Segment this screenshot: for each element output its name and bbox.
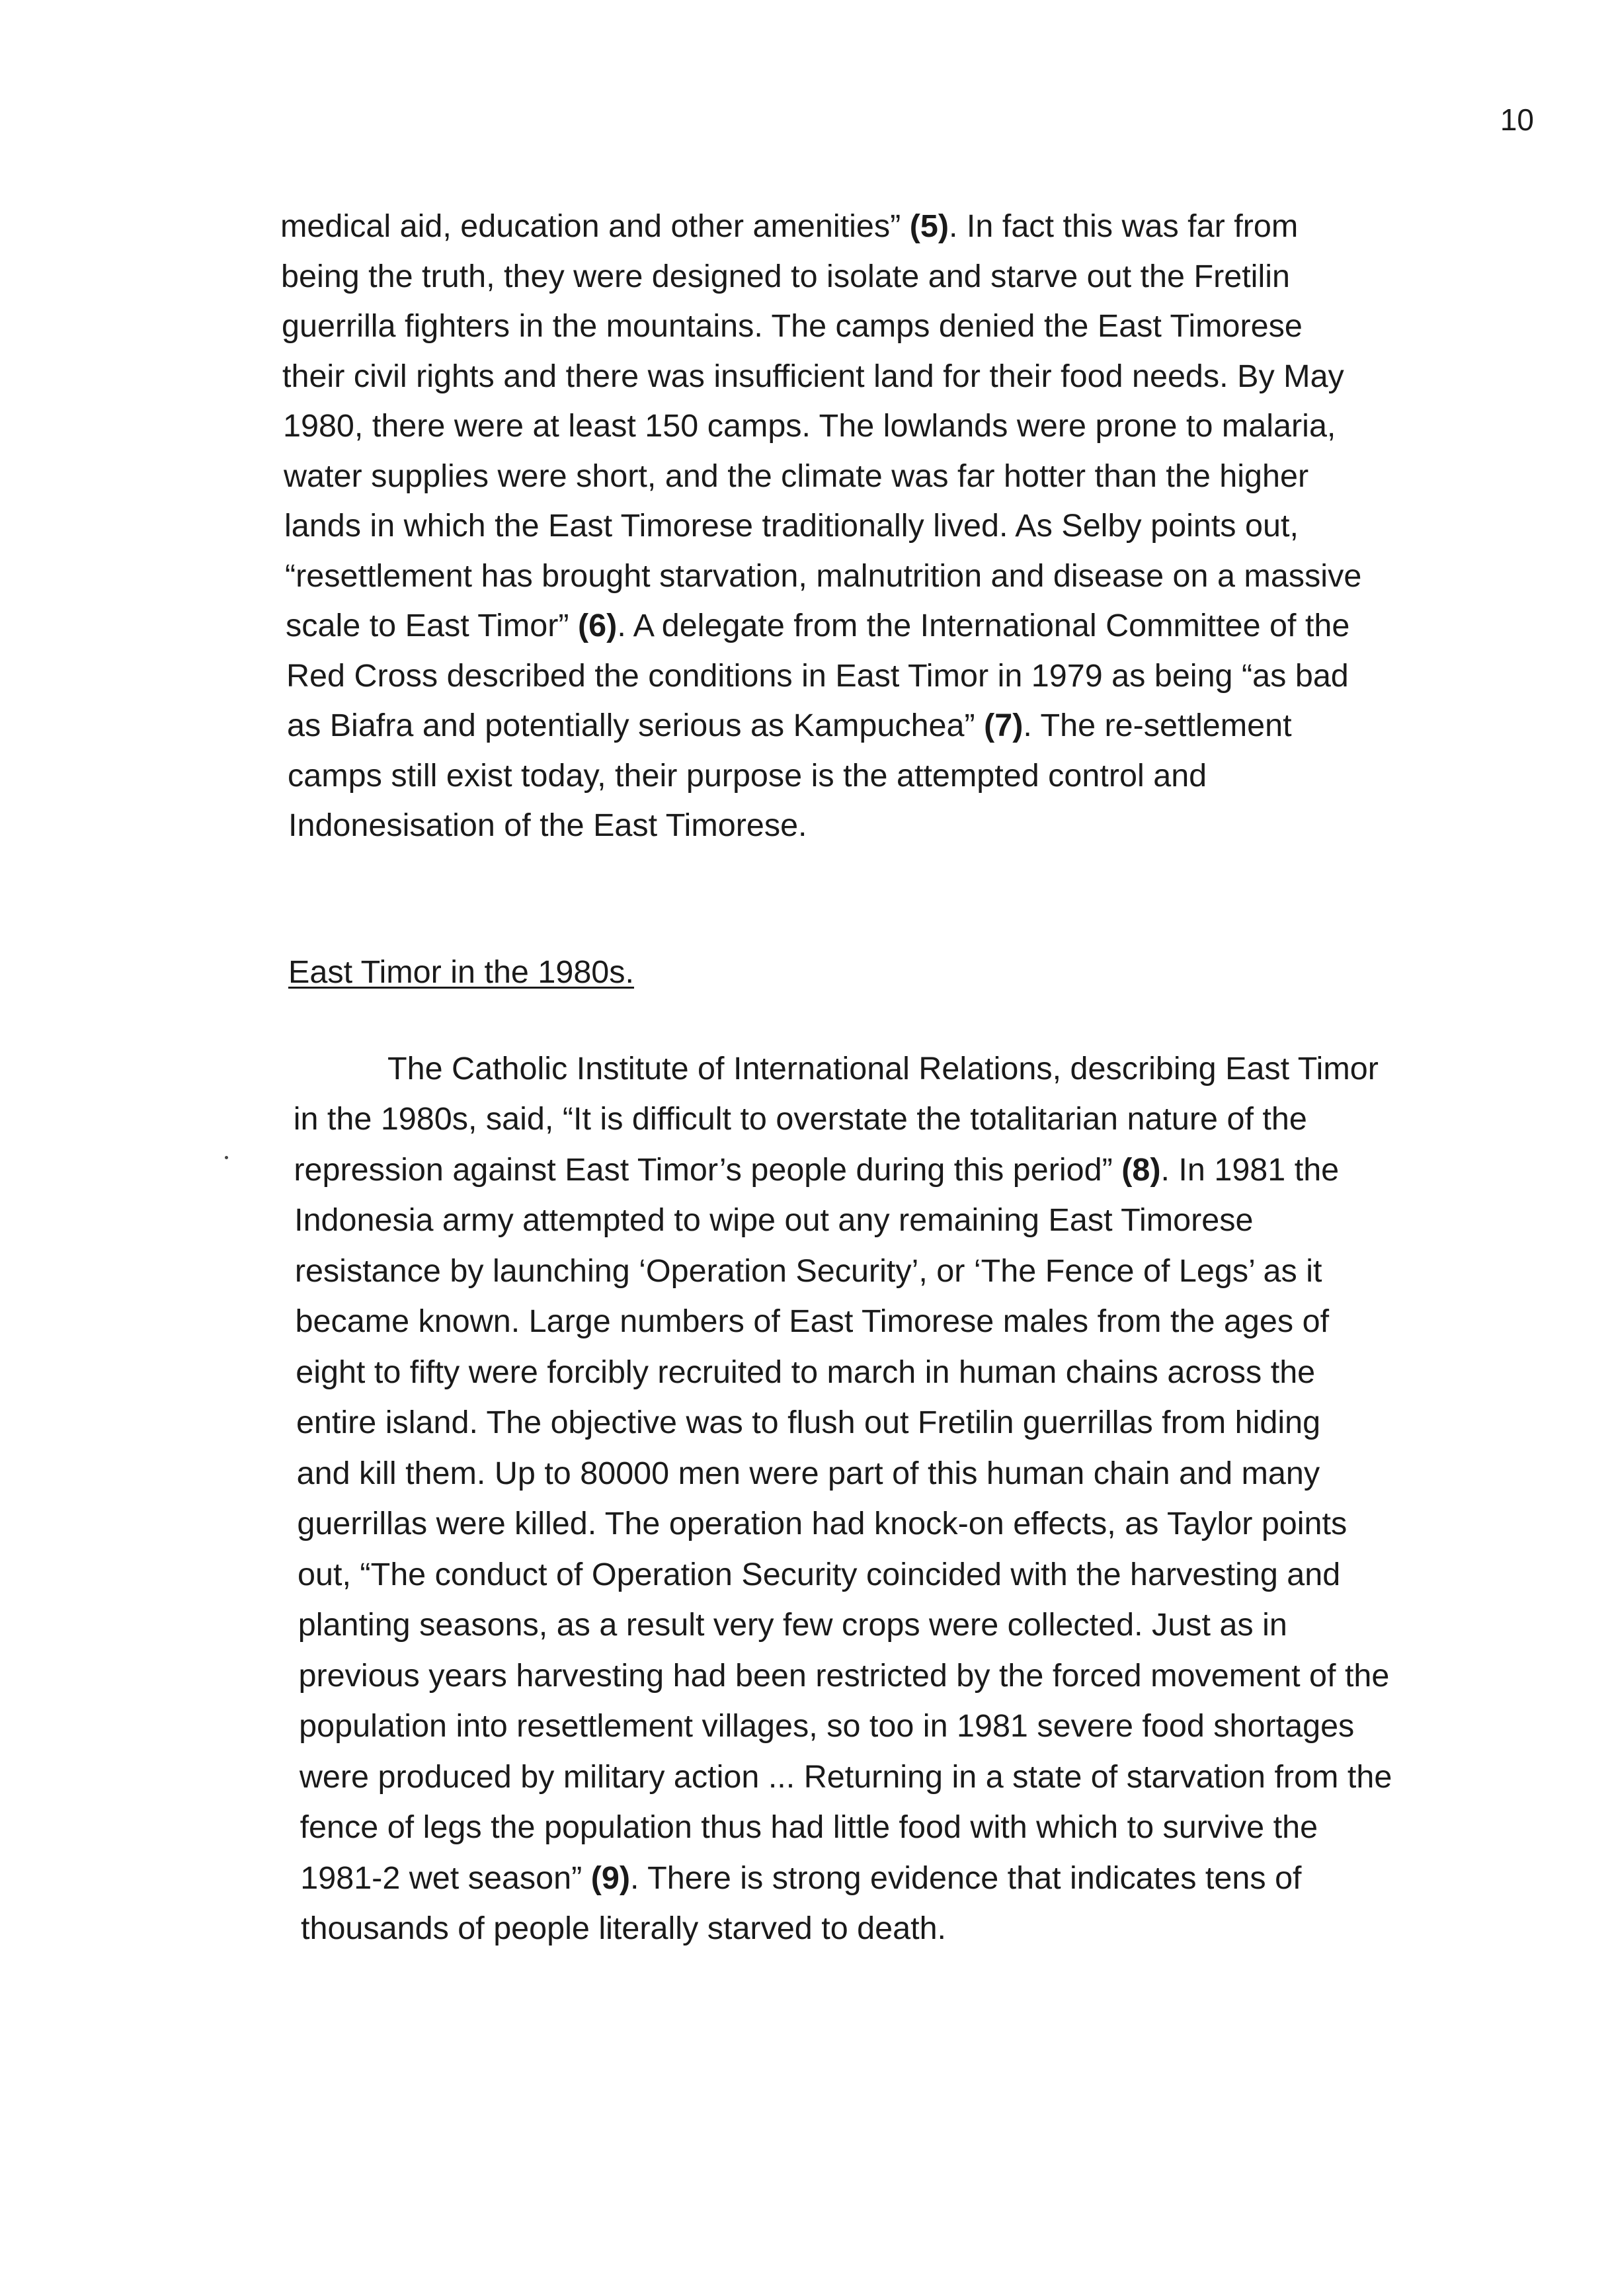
text-line xyxy=(299,1758,1392,1795)
line-text: lands in which the East Timorese traditionally lived. As Selby points out, xyxy=(284,508,1299,544)
text-line xyxy=(282,360,1344,393)
text-line xyxy=(285,557,1362,594)
line-text: The Catholic Institute of International Relations, describing East Timor xyxy=(387,1051,1379,1086)
citation: (7) xyxy=(984,708,1024,743)
line-text: 1980, there were at least 150 camps. The lowlands were prone to malaria, xyxy=(283,408,1336,444)
line-text: planting seasons, as a result very few crops were collected. Just as in xyxy=(298,1607,1287,1643)
line-text: camps still exist today, their purpose is the attempted control and xyxy=(288,757,1207,794)
line-text: previous years harvesting had been restricted by the forced movement of the xyxy=(298,1657,1390,1694)
line-text: entire island. The objective was to flush out Fretilin guerrillas from hiding xyxy=(296,1405,1321,1441)
text-line xyxy=(284,460,1308,493)
text-line xyxy=(297,1508,1347,1540)
line-text: Red Cross described the conditions in East Timor in 1979 as being “as bad xyxy=(286,657,1349,694)
line-text: 1981-2 wet season” xyxy=(300,1860,591,1896)
line-text: in the 1980s, said, “It is difficult to overstate the totalitarian nature of the xyxy=(293,1101,1307,1137)
line-text: medical aid, education and other amenities” xyxy=(280,208,910,244)
line-text: Indonesia army attempted to wipe out any remaining East Timorese xyxy=(294,1202,1254,1239)
text-line xyxy=(296,1407,1320,1439)
text-line xyxy=(283,410,1336,442)
text-line xyxy=(294,1151,1340,1188)
line-text: “resettlement has brought starvation, malnutrition and disease on a massive xyxy=(285,557,1362,594)
line-text: became known. Large numbers of East Timorese males from the ages of xyxy=(295,1303,1330,1340)
text-line xyxy=(294,1204,1253,1237)
text-line xyxy=(294,1103,1307,1135)
text-line xyxy=(287,710,1292,742)
line-text-after-citation: . There is strong evidence that indicates tens of xyxy=(630,1860,1302,1896)
line-text: Indonesisation of the East Timorese. xyxy=(288,807,807,843)
line-text: as Biafra and potentially serious as Kampuchea” xyxy=(287,708,985,743)
line-text: guerrillas were killed. The operation had knock-on effects, as Taylor points xyxy=(297,1506,1347,1542)
text-line xyxy=(298,1609,1287,1641)
text-line xyxy=(281,258,1290,294)
line-text: water supplies were short, and the climate was far hotter than the higher xyxy=(284,458,1309,494)
line-text: thousands of people literally starved to death. xyxy=(301,1910,947,1946)
line-text: scale to East Timor” xyxy=(286,608,579,643)
text-line xyxy=(282,310,1303,343)
text-line xyxy=(387,1053,1379,1085)
text-line xyxy=(280,210,1298,243)
citation: (6) xyxy=(578,608,618,643)
line-text: and kill them. Up to 80000 men were part of this human chain and many xyxy=(296,1455,1320,1491)
text-line xyxy=(301,1912,946,1945)
citation: (8) xyxy=(1121,1151,1161,1188)
line-text: fence of legs the population thus had little food with which to survive the xyxy=(300,1809,1318,1846)
line-text: their civil rights and there was insufficient land for their food needs. By May xyxy=(282,358,1344,394)
line-text-after-citation: . In fact this was far from xyxy=(948,208,1299,244)
citation: (9) xyxy=(590,1860,631,1896)
line-text-after-citation: . In 1981 the xyxy=(1160,1151,1340,1188)
section-heading: East Timor in the 1980s. xyxy=(288,954,634,990)
text-line xyxy=(284,510,1299,542)
text-line xyxy=(300,1862,1301,1895)
text-line xyxy=(288,809,807,842)
line-text: out, “The conduct of Operation Security coincided with the harvesting and xyxy=(298,1556,1341,1592)
text-line xyxy=(296,1305,1330,1338)
citation: (5) xyxy=(909,208,949,244)
text-line xyxy=(298,1657,1390,1694)
text-line xyxy=(286,657,1349,694)
line-text: population into resettlement villages, so too in 1981 severe food shortages xyxy=(299,1708,1355,1744)
scan-speck xyxy=(225,1156,228,1159)
line-text: were produced by military action ... Returning in a state of starvation from the xyxy=(299,1758,1392,1795)
line-text: guerrilla fighters in the mountains. The camps denied the East Timorese xyxy=(282,308,1303,344)
text-line xyxy=(294,1252,1322,1289)
text-line xyxy=(299,1710,1354,1742)
line-text: eight to fifty were forcibly recruited to march in human chains across the xyxy=(296,1354,1316,1390)
line-text: resistance by launching ‘Operation Security’, or ‘The Fence of Legs’ as it xyxy=(294,1252,1322,1289)
text-line xyxy=(298,1556,1341,1592)
text-line xyxy=(297,1457,1320,1490)
text-line xyxy=(288,757,1207,794)
page-number: 10 xyxy=(1500,102,1534,137)
text-line xyxy=(286,610,1349,642)
line-text: repression against East Timor’s people during this period” xyxy=(294,1151,1122,1188)
text-line xyxy=(296,1356,1315,1389)
text-line xyxy=(300,1811,1318,1844)
line-text-after-citation: . A delegate from the International Committee of the xyxy=(617,608,1350,643)
line-text-after-citation: . The re-settlement xyxy=(1023,708,1292,743)
line-text: being the truth, they were designed to isolate and starve out the Fretilin xyxy=(281,258,1290,294)
